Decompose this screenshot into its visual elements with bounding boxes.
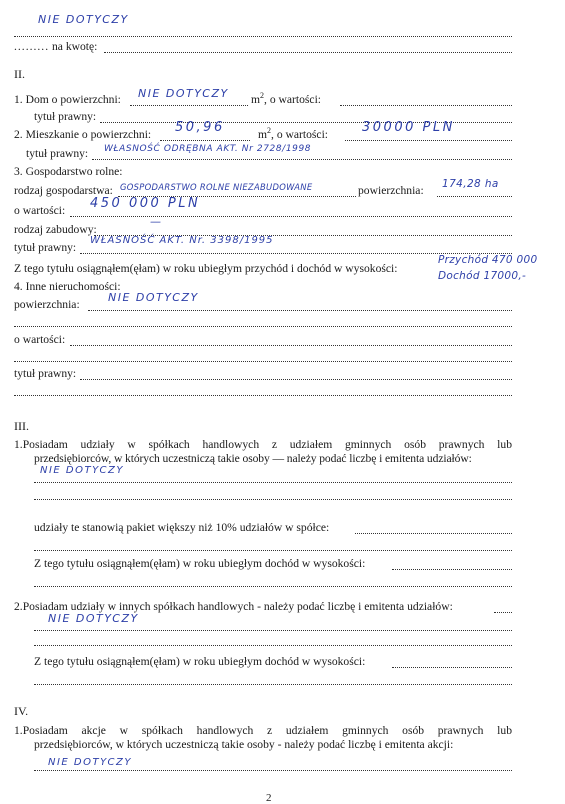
other-value-label: o wartości: (14, 333, 66, 346)
amount-label-row: ......... na kwotę: (14, 40, 98, 53)
fill-line (355, 533, 512, 534)
stocks-paragraph-line: 1.Posiadam akcje w spółkach handlowych z udziałem gminnych osób prawnych lub (14, 724, 512, 737)
fill-line (14, 326, 512, 327)
fill-line (14, 395, 512, 396)
m2-unit: m (258, 128, 268, 141)
other-title-label: tytuł prawny: (14, 367, 77, 380)
amount-label: na kwotę: (52, 40, 98, 53)
shares-income-label: Z tego tytułu osiągnąłem(ęłam) w roku ubiegłym dochód w wysokości: (34, 557, 366, 570)
handwritten-answer: 50,96 (175, 120, 225, 135)
value-label: , o wartości: (264, 93, 322, 106)
handwritten-answer: 450 000 PLN (90, 196, 201, 211)
farm-area-label: powierzchnia: (358, 184, 424, 197)
fill-line (104, 52, 512, 53)
handwritten-answer: Dochód 17000,- (438, 270, 527, 282)
fill-line (340, 105, 512, 106)
legal-title-label: tytuł prawny: (26, 147, 89, 160)
fill-line (88, 310, 512, 311)
fill-line (80, 379, 512, 380)
package-label: udziały te stanowią pakiet większy niż 10% udziałów w spółce: (34, 521, 330, 534)
fill-line (160, 140, 250, 141)
fill-line (34, 630, 512, 631)
farm-label: 3. Gospodarstwo rolne: (14, 165, 123, 178)
fill-line (392, 667, 512, 668)
other-area-label: powierzchnia: (14, 298, 80, 311)
handwritten-answer: NIE DOTYCZY (40, 465, 124, 476)
m2-exponent: 2 (267, 126, 272, 136)
farm-type-label: rodzaj gospodarstwa: (14, 184, 113, 197)
house-value-row (251, 93, 321, 107)
shares-paragraph-line: przedsiębiorców, w których uczestniczą takie osoby — należy podać liczbę i emitenta udziałów: (34, 452, 472, 465)
fill-line (34, 770, 512, 771)
fill-line (130, 105, 248, 106)
fill-line (392, 569, 512, 570)
stocks-paragraph-line: przedsiębiorców, w których uczestniczą takie osoby - należy podać liczbę i emitenta akcji: (34, 738, 454, 751)
fill-line (34, 586, 512, 587)
fill-line (70, 345, 512, 346)
handwritten-answer: 174,28 ha (442, 178, 499, 190)
house-label: 1. Dom o powierzchni: (14, 93, 121, 106)
fill-line (437, 196, 512, 197)
value-label: , o wartości: (271, 128, 329, 141)
fill-line (92, 159, 512, 160)
house-row (14, 93, 121, 107)
m2-exponent: 2 (260, 91, 265, 101)
page-number: 2 (266, 792, 272, 804)
handwritten-answer: — (150, 215, 163, 228)
flat-value-row (258, 128, 328, 142)
farm-income-label: Z tego tytułu osiągnąłem(ęłam) w roku ubiegłym przychód i dochód w wysokości: (14, 262, 398, 275)
fill-line (34, 482, 512, 483)
fill-line (34, 684, 512, 685)
handwritten-answer: Przychód 470 000 (438, 254, 538, 266)
section-heading-3: III. (14, 419, 29, 433)
shares-paragraph-line: 1.Posiadam udziały w spółkach handlowych z udziałem gminnych osób prawnych lub (14, 438, 512, 451)
legal-title-label: tytuł prawny: (34, 110, 97, 123)
handwritten-answer: NIE DOTYCZY (48, 612, 139, 625)
fill-line (34, 550, 512, 551)
handwritten-answer: GOSPODARSTWO ROLNE NIEZABUDOWANE (120, 182, 313, 192)
farm-value-label: o wartości: (14, 204, 66, 217)
fill-line (494, 612, 512, 613)
flat-label: 2. Mieszkanie o powierzchni: (14, 128, 152, 141)
handwritten-answer: NIE DOTYCZY (138, 87, 229, 100)
handwritten-answer: 30000 PLN (362, 120, 455, 135)
section-heading-2: II. (14, 67, 25, 81)
section-heading-4: IV. (14, 704, 29, 718)
handwritten-answer: NIE DOTYCZY (48, 757, 132, 768)
handwritten-answer: WŁASNOŚĆ AKT. Nr. 3398/1995 (90, 235, 274, 246)
other-property-label: 4. Inne nieruchomości: (14, 280, 121, 293)
handwritten-answer: WŁASNOŚĆ ODRĘBNA AKT. Nr 2728/1998 (104, 144, 312, 154)
fill-line (34, 645, 512, 646)
handwritten-answer: NIE DOTYCZY (38, 13, 129, 26)
fill-line (14, 361, 512, 362)
fill-line (34, 499, 512, 500)
other-shares-label: 2.Posiadam udziały w innych spółkach handlowych - należy podać liczbę i emitenta udziałów: (14, 600, 453, 613)
fill-line (14, 36, 512, 37)
farm-title-label: tytuł prawny: (14, 241, 77, 254)
m2-unit: m (251, 93, 261, 106)
buildings-label: rodzaj zabudowy: (14, 223, 97, 236)
fill-line (70, 216, 512, 217)
other-shares-income-label: Z tego tytułu osiągnąłem(ęłam) w roku ubiegłym dochód w wysokości: (34, 655, 366, 668)
handwritten-answer: NIE DOTYCZY (108, 291, 199, 304)
fill-line (345, 140, 512, 141)
